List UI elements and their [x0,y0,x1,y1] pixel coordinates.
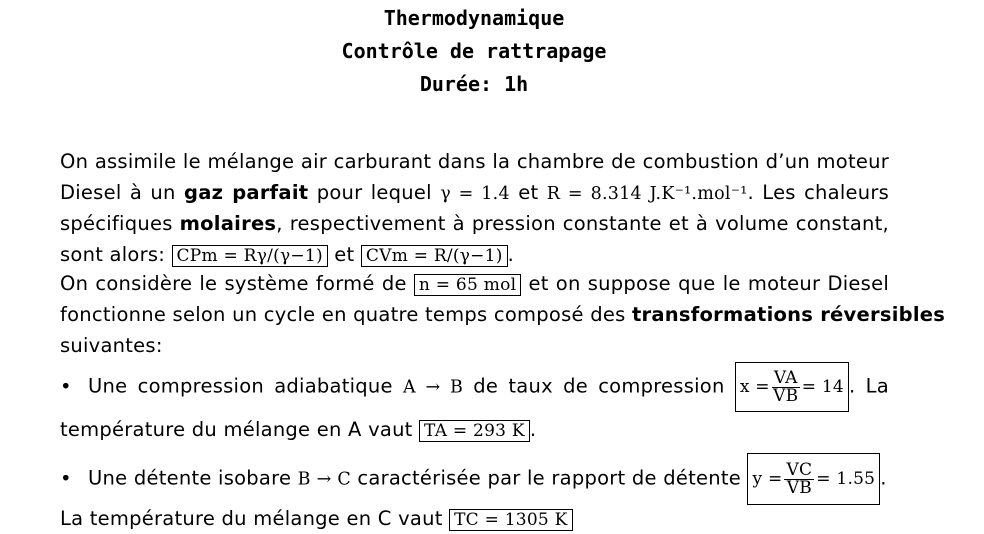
transformations-term: transformations réversibles [631,303,946,326]
bullet-detente [60,453,889,534]
x-denominator: VB [773,385,799,406]
p1-line-3: spécifiques molaires, respectivement à pression constante et à volume constant, [60,212,890,235]
mole-count-box: n = 65 mol [414,274,521,296]
b2-line-2: La température du mélange en C vaut TC = 1305 K [60,503,889,534]
p2-line-3: suivantes: [60,334,163,357]
compression-ratio-box: x = $\frac{VA}{VB}$ = 14 [735,362,849,412]
gas-constant: R = 8.314 J.K⁻¹.mol⁻¹ [546,184,748,204]
document-title: Thermodynamique [383,6,565,30]
b2-line-1: • Une détente isobare B → C caractérisée par le rapport de détente y = $\frac{VC}{VB}$ = 1.55 . [60,453,889,499]
paragraph-2 [60,268,946,361]
p2-line-1: On considère le système formé de n = 65 mol et on suppose que le moteur Diesel [60,272,889,295]
bullet-icon: • [60,374,72,398]
transform-b-c: B → C [297,469,351,490]
temperature-c-box: TC = 1305 K [449,509,573,531]
document-subtitle: Contrôle de rattrapage [341,39,607,63]
bullet-compression [60,362,889,445]
cvm-formula-box: CVm = R/(γ−1) [361,245,508,267]
cpm-formula-box: CPm = Rγ/(γ−1) [172,245,328,267]
paragraph-1 [60,146,889,270]
x-numerator: VA [773,367,798,388]
p1-line-2: Diesel à un gaz parfait pour lequel γ = 1.4 et R = 8.314 J.K⁻¹.mol⁻¹. Les chaleurs [60,181,890,204]
bullet-icon: • [60,466,72,490]
b1-line-1: • Une compression adiabatique A → B de taux de compression x = $\frac{VA}{VB}$ = 14 . La [60,362,889,406]
expansion-ratio-box: y = $\frac{VC}{VB}$ = 1.55 [747,453,880,505]
temperature-a-box: TA = 293 K [419,420,530,442]
p2-line-2: fonctionne selon un cycle en quatre temps composé des transformations réversibles [60,303,946,326]
p1-line-1: On assimile le mélange air carburant dans la chambre de combustion d’un moteur [60,150,889,173]
transform-a-b: A → B [403,377,464,398]
b1-line-2: température du mélange en A vaut TA = 293 K . [60,418,537,441]
gamma-value: γ = 1.4 [440,184,510,204]
document-header [0,2,948,101]
gaz-parfait-term: gaz parfait [184,181,309,204]
p1-line-4: sont alors: CPm = Rγ/(γ−1) et CVm = R/(γ−1) . [60,243,515,266]
y-numerator: VC [786,459,813,480]
y-denominator: VB [786,477,812,498]
document-duration: Durée: 1h [419,72,529,96]
molaires-term: molaires [179,212,277,235]
